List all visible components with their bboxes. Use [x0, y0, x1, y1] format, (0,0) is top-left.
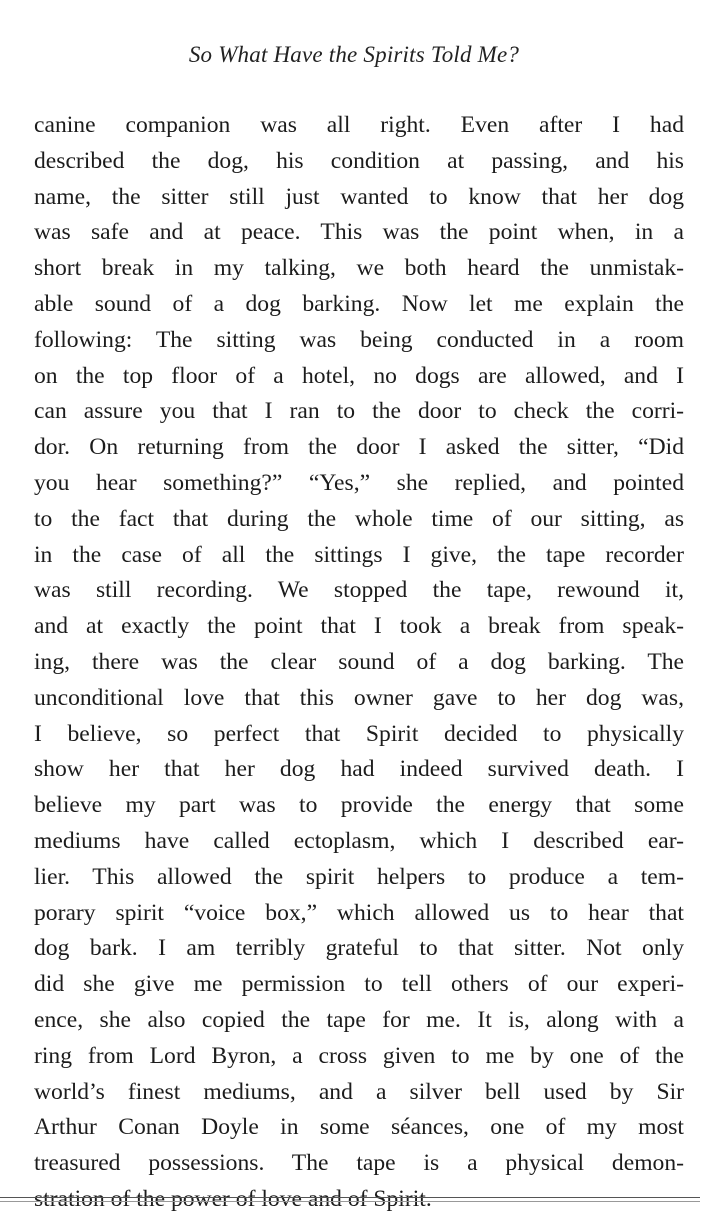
text-line: treasured possessions. The tape is a physical demon- [34, 1150, 684, 1177]
text-line: dor. On returning from the door I asked the sitter, “Did [34, 434, 684, 461]
text-line: able sound of a dog barking. Now let me explain the [34, 290, 684, 317]
text-line: described the dog, his condition at passing, and his [34, 147, 684, 174]
text-line: to the fact that during the whole time of our sitting, as [34, 505, 684, 532]
text-line: ring from Lord Byron, a cross given to me by one of the [34, 1042, 684, 1069]
text-line: was still recording. We stopped the tape, rewound it, [34, 577, 684, 604]
text-line: was safe and at peace. This was the point when, in a [34, 219, 684, 246]
text-line: you hear something?” “Yes,” she replied, and pointed [34, 469, 684, 496]
bottom-rule-secondary [0, 1201, 700, 1202]
text-line: dog bark. I am terribly grateful to that sitter. Not only [34, 935, 684, 962]
text-line: in the case of all the sittings I give, the tape recorder [34, 541, 684, 568]
text-line: did she give me permission to tell others of our experi- [34, 971, 684, 998]
text-line: following: The sitting was being conducted in a room [34, 326, 684, 353]
text-line: mediums have called ectoplasm, which I described ear- [34, 827, 684, 854]
text-line: canine companion was all right. Even after I had [34, 112, 684, 138]
text-line: Arthur Conan Doyle in some séances, one of my most [34, 1114, 684, 1141]
text-line: name, the sitter still just wanted to know that her dog [34, 183, 684, 210]
text-line: world’s finest mediums, and a silver bell used by Sir [34, 1078, 684, 1105]
text-line: lier. This allowed the spirit helpers to produce a tem- [34, 863, 684, 890]
text-line: short break in my talking, we both heard the unmistak- [34, 255, 684, 282]
body-paragraph [34, 108, 684, 1218]
text-line: unconditional love that this owner gave to her dog was, [34, 684, 684, 711]
bottom-rule [0, 1197, 700, 1198]
text-line: porary spirit “voice box,” which allowed us to hear that [34, 899, 684, 926]
text-line: on the top floor of a hotel, no dogs are allowed, and I [34, 362, 684, 389]
text-line: believe my part was to provide the energy that some [34, 792, 684, 819]
text-line: ing, there was the clear sound of a dog barking. The [34, 648, 684, 675]
text-line: and at exactly the point that I took a break from speak- [34, 613, 684, 640]
text-line: can assure you that I ran to the door to check the corri- [34, 398, 684, 425]
running-head: So What Have the Spirits Told Me? [188, 42, 520, 67]
text-line: ence, she also copied the tape for me. It is, along with a [34, 1006, 684, 1033]
text-line: stration of the power of love and of Spirit. [34, 1185, 432, 1212]
text-line: I believe, so perfect that Spirit decided to physically [34, 720, 684, 747]
text-line: show her that her dog had indeed survived death. I [34, 756, 684, 783]
